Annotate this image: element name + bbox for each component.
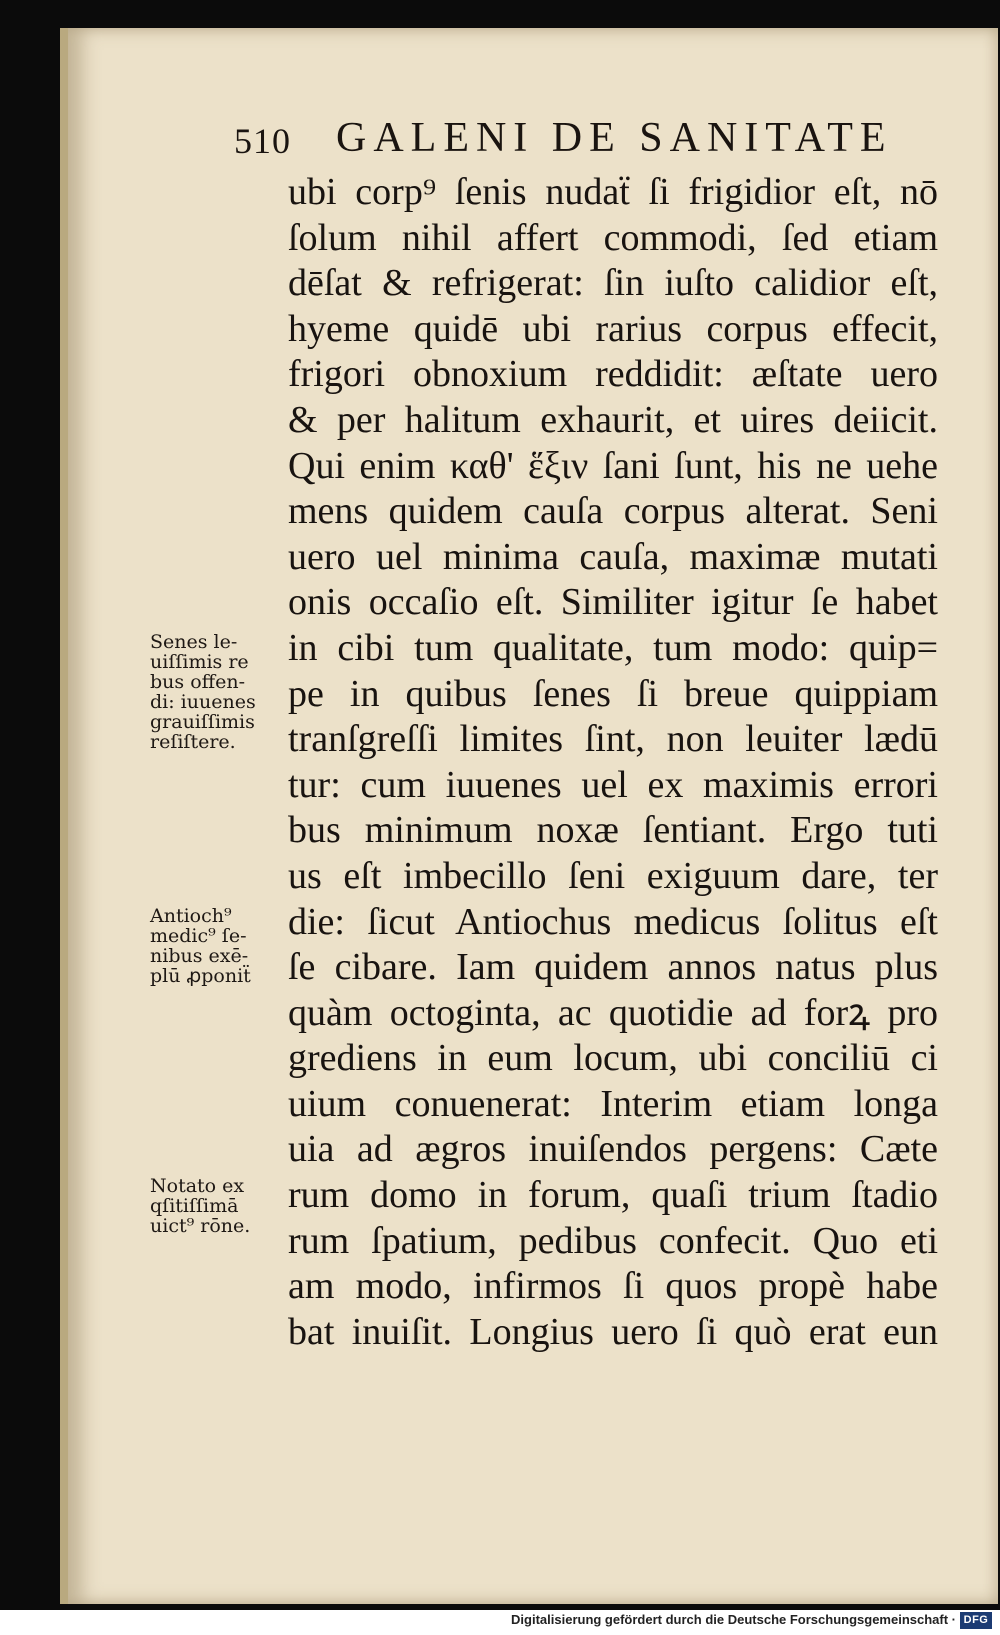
- text-line: rum ſpatium, pedibus confecit. Quo eti: [288, 1219, 938, 1262]
- text-line: ubi corp⁹ ſenis nudaẗ ſi frigidior eſt, nō: [288, 171, 938, 213]
- text-line: ſolum nihil affert commodi, ſed etiam: [288, 216, 938, 259]
- text-line: uia ad ægros inuiſendos pergens: Cæte: [288, 1128, 938, 1171]
- body-text: [288, 170, 938, 1355]
- text-line: bus minimum noxæ ſentiant. Ergo tuti: [288, 809, 938, 852]
- text-line: rum domo in forum, quaſi trium ſtadio: [288, 1174, 938, 1217]
- text-line: frigori obnoxium reddidit: æſtate uero: [288, 353, 938, 396]
- text-line: in cibi tum qualitate, tum modo: quip=: [288, 626, 938, 669]
- marginal-note-line: uiſſimis re: [150, 651, 249, 673]
- funding-credit: Digitalisierung gefördert durch die Deutsche Forschungsgemeinschaft ·: [511, 1612, 956, 1627]
- marginal-note-line: bus offen-: [150, 671, 246, 693]
- marginal-note-line: Antioch⁹: [150, 905, 232, 927]
- text-line: uero uel minima cauſa, maximæ mutati: [288, 535, 938, 578]
- page-number: 510: [234, 121, 291, 161]
- text-line: & per halitum exhaurit, et uires deiicit.: [288, 398, 938, 441]
- text-line: tranſgreſſi limites ſint, non leuiter lædū: [288, 718, 938, 761]
- text-line: onis occaſio eſt. Similiter igitur ſe habet: [288, 581, 938, 624]
- marginal-note-line: grauiſſimis: [150, 711, 255, 733]
- marginal-note-senes: [150, 632, 278, 752]
- marginal-note-notato: [150, 1176, 278, 1236]
- marginal-note-line: Senes le-: [150, 631, 238, 653]
- marginal-note-line: plū ꝓponiẗ: [150, 965, 251, 987]
- text-line: grediens in eum locum, ubi conciliū ci: [288, 1037, 938, 1080]
- marginal-note-line: nibus exē-: [150, 945, 249, 967]
- text-line: quàm octoginta, ac quotidie ad forꝝ pro: [288, 991, 938, 1034]
- text-line: pe in quibus ſenes ſi breue quippiam: [288, 672, 938, 715]
- text-line: us eſt imbecillo ſeni exiguum dare, ter: [288, 854, 938, 897]
- text-line: dēſat & refrigerat: ſin iuſto calidior eſt,: [288, 262, 938, 305]
- running-head: GALENI DE SANITATE: [336, 115, 893, 161]
- text-line: bat inuiſit. Longius uero ſi quò erat eun: [288, 1310, 938, 1353]
- marginal-note-line: medic⁹ ſe-: [150, 925, 247, 947]
- text-line: am modo, infirmos ſi quos propè habe: [288, 1265, 938, 1308]
- marginal-note-line: qſitiſſimā: [150, 1195, 239, 1217]
- text-line: mens quidem cauſa corpus alterat. Seni: [288, 490, 938, 533]
- marginal-note-line: Notato ex: [150, 1175, 245, 1197]
- text-line: hyeme quidē ubi rarius corpus effecit,: [288, 307, 938, 350]
- text-line: die: ſicut Antiochus medicus ſolitus eſt: [288, 900, 938, 943]
- text-line: tur: cum iuuenes uel ex maximis errori: [288, 763, 938, 806]
- dfg-logo: DFG: [960, 1612, 992, 1629]
- text-line: uium conuenerat: Interim etiam longa: [288, 1082, 938, 1125]
- text-line: ſe cibare. Iam quidem annos natus plus: [288, 946, 938, 989]
- marginal-note-line: reſiſtere.: [150, 731, 236, 753]
- text-line: Qui enim καθ' ἕξιν ſani ſunt, his ne uehe: [288, 444, 938, 487]
- marginal-note-line: di: iuuenes: [150, 691, 256, 713]
- marginal-note-antiochus: [150, 906, 278, 986]
- marginal-note-line: uict⁹ rōne.: [150, 1215, 251, 1237]
